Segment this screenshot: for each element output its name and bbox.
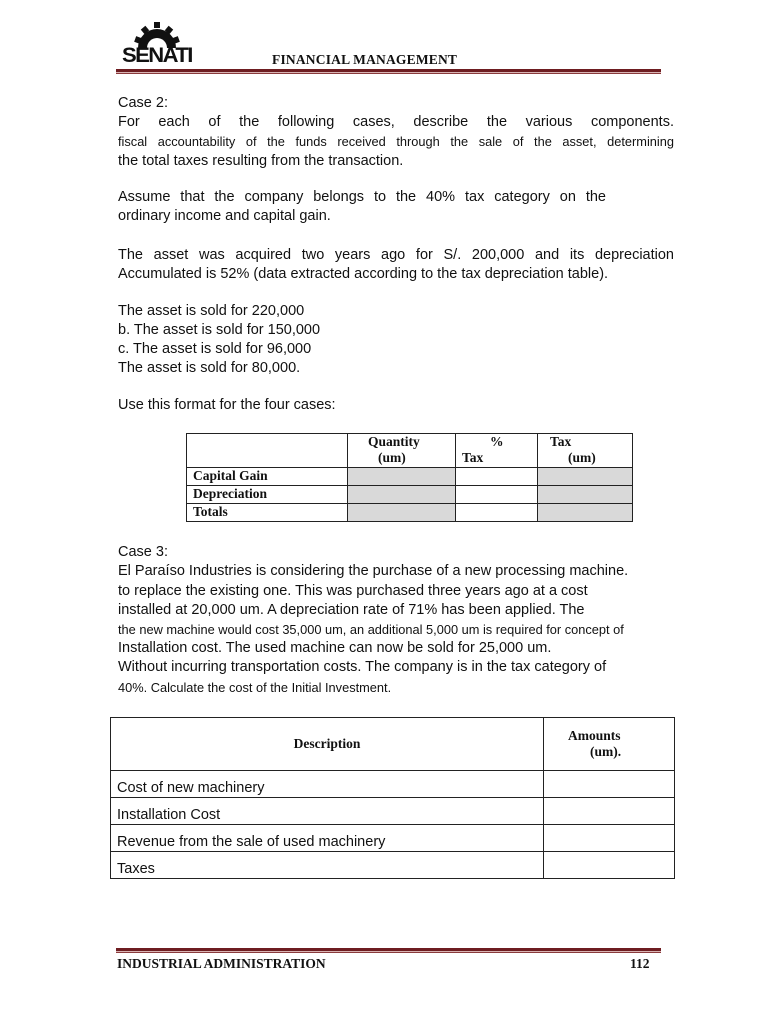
row-description: Installation Cost xyxy=(111,798,544,825)
header-amounts-line2: (um). xyxy=(590,744,622,759)
row-label: Totals xyxy=(187,504,348,522)
header-percent-tax xyxy=(456,434,538,468)
table-row xyxy=(187,468,633,486)
amount-cell[interactable] xyxy=(544,852,675,879)
case-item: The asset is sold for 80,000. xyxy=(118,360,301,376)
header-tax-line2: (um) xyxy=(568,450,596,465)
table-row xyxy=(111,798,675,825)
header-title: FINANCIAL MANAGEMENT xyxy=(272,52,458,67)
case-item: c. The asset is sold for 96,000 xyxy=(118,341,312,357)
initial-investment-table xyxy=(110,717,675,879)
table-row xyxy=(111,771,675,798)
case3-line: the new machine would cost 35,000 um, an additional 5,000 um is required for concept of xyxy=(118,622,624,637)
header-quantity-line2: (um) xyxy=(378,450,406,465)
case3-line: to replace the existing one. This was purchased three years ago at a cost xyxy=(118,583,588,599)
header-rule xyxy=(116,69,661,74)
amount-cell[interactable] xyxy=(544,825,675,852)
header-cell-empty xyxy=(187,434,348,468)
tax-cell[interactable] xyxy=(538,504,633,522)
table-header-row xyxy=(187,434,633,468)
case2-asset-line2: Accumulated is 52% (data extracted according to the tax depreciation table). xyxy=(118,266,609,282)
row-label: Depreciation xyxy=(187,486,348,504)
header-quantity-line1: Quantity xyxy=(368,434,420,449)
amount-cell[interactable] xyxy=(544,771,675,798)
header-description: Description xyxy=(111,718,544,771)
page-number: 112 xyxy=(630,956,650,971)
case2-intro-line3: the total taxes resulting from the transaction. xyxy=(118,153,404,169)
row-description: Cost of new machinery xyxy=(111,771,544,798)
tax-cell[interactable] xyxy=(538,486,633,504)
quantity-cell[interactable] xyxy=(348,468,456,486)
case-item: b. The asset is sold for 150,000 xyxy=(118,322,321,338)
quantity-cell[interactable] xyxy=(348,486,456,504)
case3-line: installed at 20,000 um. A depreciation rate of 71% has been applied. The xyxy=(118,602,585,618)
case-item: The asset is sold for 220,000 xyxy=(118,303,305,319)
row-description: Taxes xyxy=(111,852,544,879)
table-row xyxy=(187,486,633,504)
percent-cell[interactable] xyxy=(456,486,538,504)
percent-cell[interactable] xyxy=(456,468,538,486)
case2-assume-line2: ordinary income and capital gain. xyxy=(118,208,331,224)
row-label: Capital Gain xyxy=(187,468,348,486)
row-description: Revenue from the sale of used machinery xyxy=(111,825,544,852)
header-amounts-line1: Amounts xyxy=(568,728,621,743)
case3-line: Installation cost. The used machine can now be sold for 25,000 um. xyxy=(118,640,552,656)
case3-heading: Case 3: xyxy=(118,544,168,560)
table-row xyxy=(187,504,633,522)
header-tax-line1: Tax xyxy=(550,434,572,449)
case2-asset-line1: The asset was acquired two years ago for S/. 200,000 and its depreciation xyxy=(118,247,674,263)
table-row xyxy=(111,825,675,852)
table-row xyxy=(111,852,675,879)
footer-title: INDUSTRIAL ADMINISTRATION xyxy=(117,956,326,971)
header-percent-line1: % xyxy=(490,434,504,449)
footer-rule xyxy=(116,948,661,953)
case3-line: El Paraíso Industries is considering the purchase of a new processing machine. xyxy=(118,563,629,579)
case2-intro-line1: For each of the following cases, describe the various components. xyxy=(118,114,674,130)
amount-cell[interactable] xyxy=(544,798,675,825)
senati-logo xyxy=(118,22,196,68)
case2-intro-line2: fiscal accountability of the funds received through the sale of the asset, determining xyxy=(118,134,674,149)
tax-cell[interactable] xyxy=(538,468,633,486)
case3-line: Without incurring transportation costs. The company is in the tax category of xyxy=(118,659,607,675)
header-tax xyxy=(538,434,633,468)
header-percent-line2: Tax xyxy=(462,450,484,465)
case2-assume-line1: Assume that the company belongs to the 40% tax category on the xyxy=(118,189,606,205)
header-quantity xyxy=(348,434,456,468)
case3-line: 40%. Calculate the cost of the Initial Investment. xyxy=(118,680,392,695)
logo-text: SENATI xyxy=(122,44,192,67)
quantity-cell[interactable] xyxy=(348,504,456,522)
case2-heading: Case 2: xyxy=(118,95,168,111)
percent-cell[interactable] xyxy=(456,504,538,522)
header-amounts xyxy=(544,718,675,771)
tax-format-table xyxy=(186,433,633,522)
format-note: Use this format for the four cases: xyxy=(118,397,336,413)
table-header-row xyxy=(111,718,675,771)
